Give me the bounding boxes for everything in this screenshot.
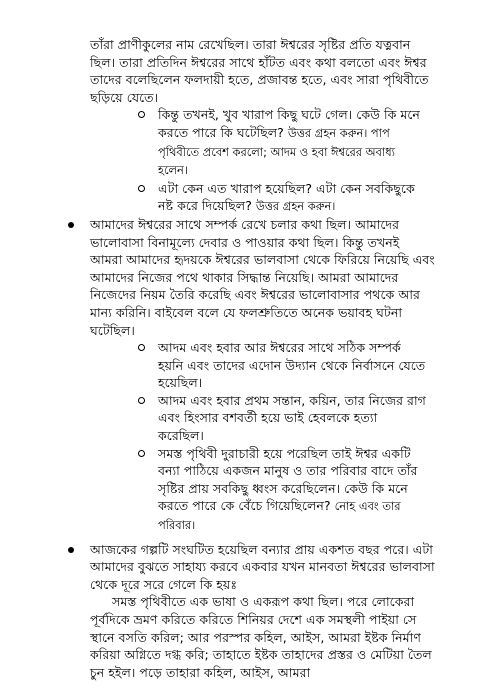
sub-item-text: আদম এবং হবার প্রথম সন্তান, কয়িন, তার নিজের রাগ এবং হিংসার বশবর্তী হয়ে ভাই হেবলকে হত্যা করেছিল। bbox=[158, 392, 426, 444]
sub-item-answer: উত্তর গ্রহন করুন। bbox=[255, 199, 336, 214]
bullet-icon bbox=[68, 547, 74, 553]
bullet-relationship bbox=[0, 216, 487, 339]
bullet-text: আমাদের ঈশ্বরের সাথে সম্পর্ক রেখে চলার কথা ছিল। আমাদের ভালোবাসা বিনামূল্যে দেবার ও পাওয়ার কথা ছিল। কিন্তু তখনই আমরা আমাদের হৃদয়কে ঈশ্বরের ভালবাসা থেকে ফিরিয়ে নিয়েছি এবং আমাদের নিজের পথে থাকার সিদ্ধান্ত নিয়েছি। আমরা আমাদের নিজেদের নিয়ম তৈরি করেছি এবং ঈশ্বরের ভালোবাসার পথকে আর মান্য করিনি। বাইবেল বলে যে ফলশ্রুতিতে অনেক ভয়াবহ ঘটনা ঘটেছিল। bbox=[90, 216, 435, 338]
hollow-bullet-icon bbox=[138, 450, 145, 457]
sub-item-cain-abel bbox=[0, 392, 487, 445]
bullet-text: আজকের গল্পটি সংঘটিত হয়েছিল বন্যার প্রায় একশত বছর পরে। এটা আমাদের বুঝতে সাহায্য করবে একবার যখন মানবতা ঈশ্বরের ভালবাসা থেকে দূরে সরে গেলে কি হয়ঃ bbox=[90, 541, 435, 592]
sub-item-eden-exile bbox=[0, 339, 487, 392]
scripture-quote: সমস্ত পৃথিবীতে এক ভাষা ও একরূপ কথা ছিল। পরে লোকেরা পূর্বদিকে ভ্রমণ করিতে করিতে শিনিয়র দেশে এক সমস্থলী পাইয়া সে স্থানে বসতি করিল; আর পরস্পর কহিল, আইস, আমরা ইষ্টক নির্মাণ করিয়া অগ্নিতে দগ্ধ করি; তাহাতে ইষ্টক তাহাদের প্রস্তর ও মেটিয়া তৈল চুন হইল। পড়ে তাহারা কহিল, আইস, আমরা bbox=[90, 594, 432, 680]
sub-item-text: আদম এবং হবার আর ঈশ্বরের সাথে সঠিক সম্পর্ক হয়নি এবং তাদের এদোন উদ্যান থেকে নির্বাসনে যেতে হয়েছিল। bbox=[158, 340, 426, 391]
sub-item-answer: নোহ এবং তার পরিবার। bbox=[158, 499, 401, 533]
hollow-bullet-icon bbox=[138, 397, 145, 404]
bullet-icon bbox=[68, 222, 74, 228]
intro-paragraph: তাঁরা প্রাণীকুলের নাম রেখেছিল। তারা ঈশ্বরের সৃষ্টির প্রতি যত্নবান ছিল। তারা প্রতিদিন ঈশ্বরের সাথে হাঁটত এবং কথা বলতো এবং ঈশ্বর তাদের বলেছিলেন ফলদায়ী হতে, প্রজাবন্ত হতে, এবং সারা পৃথিবীতে ছড়িয়ে যেতে। bbox=[90, 37, 429, 105]
bullet-todays-story bbox=[0, 541, 487, 594]
hollow-bullet-icon bbox=[138, 111, 145, 118]
sub-item-sin-entered bbox=[0, 106, 487, 179]
sub-item-why-bad bbox=[0, 180, 487, 216]
sub-item-flood bbox=[0, 445, 487, 535]
hollow-bullet-icon bbox=[138, 344, 145, 351]
hollow-bullet-icon bbox=[138, 185, 145, 192]
sub-item-answer: উত্তর গ্রহন করুন। পাপ পৃথিবীতে প্রবেশ করলো; আদম ও হবা ঈশ্বরের অবাধ্য হলেন। bbox=[158, 125, 395, 178]
sub-item-question: এটা কেন এত খারাপ হয়েছিল? এটা কেন সবকিছুকে নষ্ট করে দিয়েছিল? bbox=[158, 180, 415, 214]
page-content bbox=[0, 36, 487, 681]
sub-item-question: কিন্তু তখনই, খুব খারাপ কিছু ঘটে গেল। কেউ কি মনে করতে পারে কি ঘটেছিল? bbox=[158, 107, 420, 140]
sub-item-question: সমস্ত পৃথিবী দুরাচারী হয়ে পরেছিল তাই ঈশ্বর একটি বন্যা পাঠিয়ে একজন মানুষ ও তার পরিবার বাদে তাঁর সৃষ্টির প্রায় সবকিছু ধ্বংস করেছিলেন। কেউ কি মনে করতে পারে কে বেঁচে গিয়েছিলেন? bbox=[158, 445, 418, 514]
